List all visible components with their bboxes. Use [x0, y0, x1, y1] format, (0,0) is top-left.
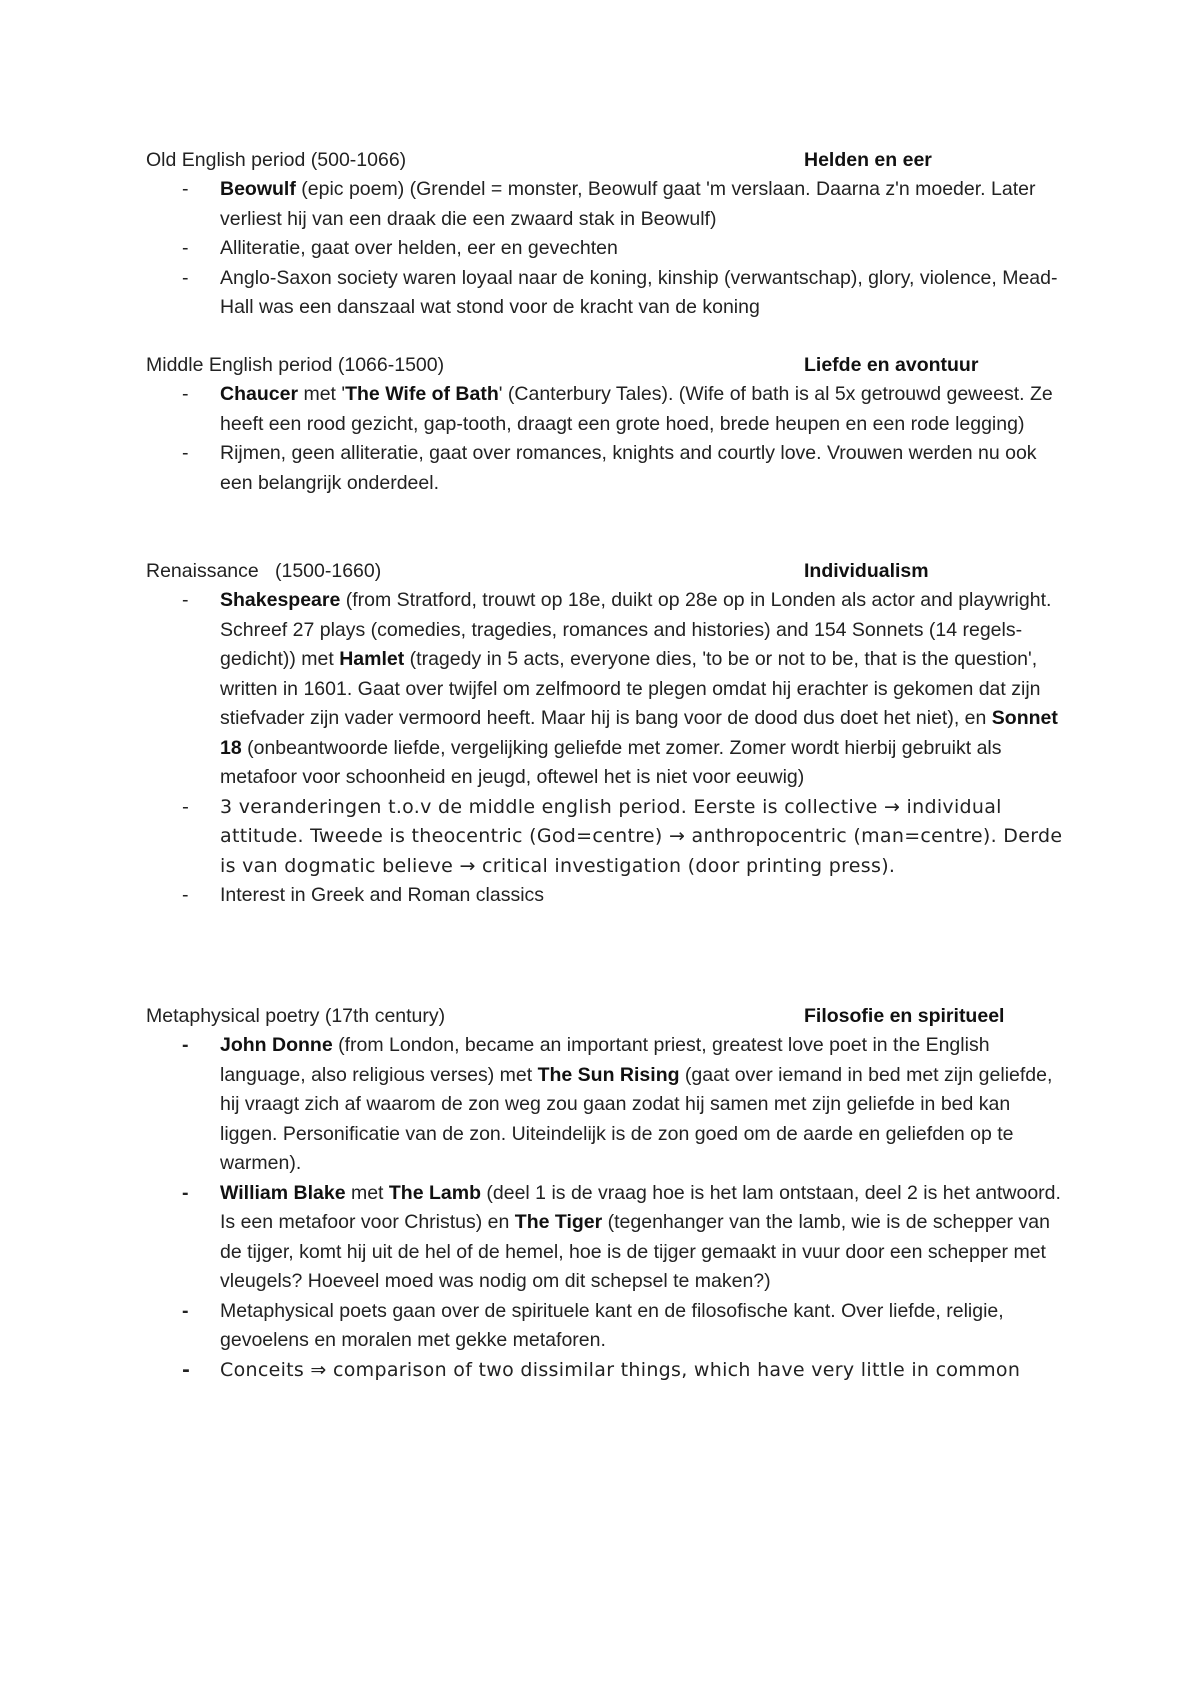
- bullet-text: (deel 1 is de vraag hoe is het lam ontstaan, deel 2 is het antwoord. Is een metafoor voor Christus) en: [220, 1181, 1061, 1233]
- bullet-text: (onbeantwoorde liefde, vergelijking geliefde met zomer. Zomer wordt hierbij gebruikt als metafoor voor schoonheid en jeugd, oftewel het is niet voor eeuwig): [220, 736, 1002, 788]
- bullet-text: met ': [298, 383, 346, 405]
- bullet-item: [146, 586, 1066, 793]
- bold-term: The Lamb: [388, 1181, 481, 1204]
- bullet-dash: -: [182, 884, 189, 906]
- bullet-item: [146, 175, 1066, 234]
- section-middle-english: [146, 350, 1066, 498]
- section-heading: Metaphysical poetry (17th century): [146, 1005, 446, 1027]
- bullet-dash: -: [182, 383, 189, 405]
- bullet-text: (from London, became an important priest, greatest love poet in the English language, also religious verses) met: [220, 1034, 990, 1086]
- section-heading: Old English period (500-1066): [146, 149, 407, 171]
- bullet-text: ' (Canterbury Tales). (Wife of bath is al 5x getrouwd geweest. Ze heeft een rood gezicht, gap-tooth, draagt een grote hoed, brede heupen en een rode legging): [220, 383, 1053, 435]
- section-heading-row: [146, 145, 1066, 175]
- section-metaphysical: [146, 1001, 1066, 1385]
- bullet-item: [146, 1356, 1066, 1386]
- bullet-dash: -: [182, 237, 189, 259]
- section-renaissance: [146, 556, 1066, 911]
- bold-term: The Sun Rising: [537, 1063, 680, 1086]
- bullet-dash: -: [182, 178, 189, 200]
- bold-term: John Donne: [220, 1034, 333, 1056]
- bullet-text: Rijmen, geen alliteratie, gaat over romances, knights and courtly love. Vrouwen werden nu ook een belangrijk onderdeel.: [220, 442, 1037, 494]
- bullet-item: [146, 380, 1066, 439]
- bullet-item: [146, 1031, 1066, 1179]
- bullet-item: [146, 439, 1066, 498]
- bullet-item: [146, 234, 1066, 264]
- bold-term: Chaucer: [220, 383, 299, 405]
- bold-term: Hamlet: [339, 648, 405, 670]
- bullet-text: Metaphysical poets gaan over de spirituele kant en de filosofische kant. Over liefde, religie, gevoelens en moralen met gekke metaforen.: [220, 1299, 1004, 1351]
- bullet-dash: -: [182, 1358, 191, 1381]
- bullet-text: 3 veranderingen t.o.v de middle english period. Eerste is collective → individual attitude. Tweede is theocentric (God=centre) → anthropocentric (man=centre). Derde is van dogmatic believe → critical investigation (door printing press).: [220, 795, 1063, 877]
- section-heading-row: [146, 350, 1066, 380]
- bullet-dash: -: [182, 795, 190, 818]
- bullet-text: (tegenhanger van the lamb, wie is de schepper van de tijger, komt hij uit de hel of de hemel, hoe is de tijger gemaakt in vuur door een schepper met vleugels? Hoeveel moed was nodig om dit schepsel te maken?): [220, 1211, 1050, 1292]
- bullet-dash: -: [182, 1034, 189, 1056]
- bullet-list: [146, 175, 1066, 323]
- section-old-english: [146, 145, 1066, 323]
- bold-term: Sonnet 18: [220, 707, 1058, 759]
- bullet-text: Alliteratie, gaat over helden, eer en gevechten: [220, 237, 618, 259]
- section-theme: Filosofie en spiritueel: [804, 1005, 1005, 1027]
- bold-term: Beowulf: [220, 178, 296, 200]
- bold-term: Shakespeare: [220, 589, 341, 611]
- bullet-dash: -: [182, 442, 189, 464]
- section-heading-row: [146, 1001, 1066, 1031]
- bullet-item: [146, 881, 1066, 911]
- bullet-list: [146, 1031, 1066, 1385]
- bullet-text: (epic poem) (Grendel = monster, Beowulf gaat 'm verslaan. Daarna z'n moeder. Later verliest hij van een draak die een zwaard stak in Beowulf): [220, 178, 1036, 230]
- bullet-text: Anglo-Saxon society waren loyaal naar de koning, kinship (verwantschap), glory, violence, Mead-Hall was een danszaal wat stond voor de kracht van de koning: [220, 266, 1058, 318]
- bullet-dash: -: [182, 589, 189, 611]
- bold-term: The Tiger: [514, 1211, 603, 1233]
- bullet-text: Conceits ⇒ comparison of two dissimilar things, which have very little in common: [220, 1358, 1021, 1381]
- bullet-text: met: [345, 1181, 389, 1204]
- section-theme: Helden en eer: [804, 149, 932, 171]
- section-heading: Renaissance (1500-1660): [146, 560, 382, 582]
- bullet-item: [146, 264, 1066, 323]
- bullet-list: [146, 586, 1066, 911]
- bullet-text: Interest in Greek and Roman classics: [220, 884, 545, 906]
- bullet-text: (tragedy in 5 acts, everyone dies, 'to be or not to be, that is the question', written in 1601. Gaat over twijfel om zelfmoord te plegen omdat hij erachter is gekomen dat zijn stiefvader zijn vader vermoord heeft. Maar hij is bang voor de dood dus doet het niet), en: [220, 648, 1041, 729]
- bullet-list: [146, 380, 1066, 498]
- bullet-item: [146, 1179, 1066, 1297]
- section-theme: Individualism: [804, 560, 929, 582]
- bold-term: William Blake: [220, 1181, 346, 1204]
- section-heading-row: [146, 556, 1066, 586]
- bullet-dash: -: [182, 266, 189, 289]
- section-theme: Liefde en avontuur: [804, 354, 979, 376]
- bullet-dash: -: [182, 1299, 189, 1322]
- bold-term: The Wife of Bath: [345, 383, 499, 405]
- bullet-text: (from Stratford, trouwt op 18e, duikt op 28e op in Londen als actor and playwright. Schreef 27 plays (comedies, tragedies, romances and histories) and 154 Sonnets (14 regels-gedicht)) met: [220, 589, 1052, 670]
- bullet-item: [146, 1297, 1066, 1356]
- bullet-item: [146, 793, 1066, 882]
- section-heading: Middle English period (1066-1500): [146, 354, 445, 376]
- bullet-dash: -: [182, 1181, 189, 1204]
- bullet-text: (gaat over iemand in bed met zijn geliefde, hij vraagt zich af waarom de zon weg zou gaan zodat hij samen met zijn geliefde in bed kan liggen. Personificatie van de zon. Uiteindelijk is de zon goed om de aarde en geliefden op te warmen).: [220, 1063, 1053, 1174]
